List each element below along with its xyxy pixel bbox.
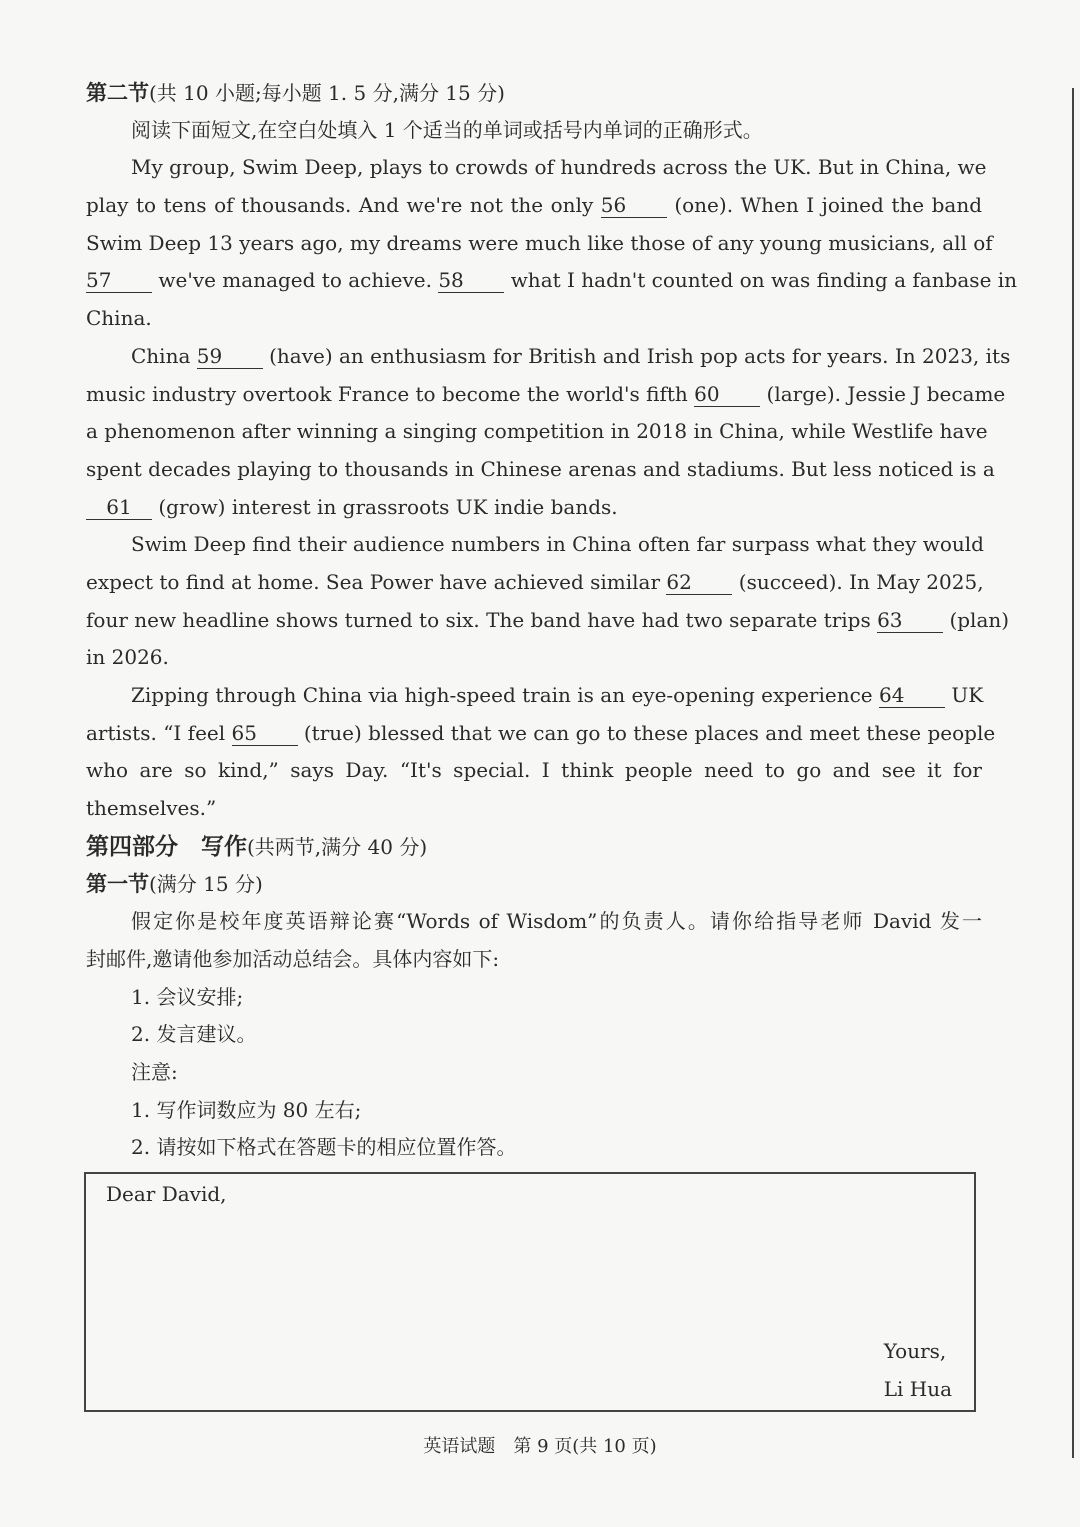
p1-line4-a: we've managed to achieve.: [158, 268, 432, 293]
p4-line3: who are so kind,” says Day. “It's special. I think people need to go and see it for: [86, 758, 982, 783]
letter-signature: Li Hua: [883, 1377, 952, 1401]
section2-title-rest: (共 10 小题;每小题 1. 5 分,满分 15 分): [149, 81, 505, 105]
p2-line2-b: (large). Jessie J became: [766, 381, 1006, 406]
p3-line2-b: (succeed). In May 2025,: [738, 569, 984, 594]
note-2: 2. 请按如下格式在答题卡的相应位置作答。: [131, 1135, 517, 1160]
section2-instruction: 阅读下面短文,在空白处填入 1 个适当的单词或括号内单词的正确形式。: [131, 117, 763, 142]
p2-line2-a: music industry overtook France to become the world's fifth: [86, 381, 688, 406]
p1-line4-b: what I hadn't counted on was finding a fanbase in: [510, 268, 1018, 293]
blank-61[interactable]: 61: [86, 495, 152, 520]
blank-57[interactable]: 57: [86, 268, 152, 293]
section2-title: 第二节: [86, 80, 149, 105]
p4-line2-b: (true) blessed that we can go to these places and meet these people: [303, 720, 996, 745]
prompt-line1: 假定你是校年度英语辩论赛“Words of Wisdom”的负责人。请你给指导老师 David 发一: [131, 909, 982, 934]
p3-line2-a: expect to find at home. Sea Power have achieved similar: [86, 569, 661, 594]
p3-line2: [86, 564, 982, 602]
p3-line1: Swim Deep find their audience numbers in China often far surpass what they would: [131, 532, 984, 557]
p1-line5: China.: [86, 306, 152, 331]
p1-line1: My group, Swim Deep, plays to crowds of hundreds across the UK. But in China, we: [131, 155, 987, 180]
p2-line1-a: China: [131, 343, 191, 368]
content-item-1: 1. 会议安排;: [131, 984, 244, 1009]
p4-line2-a: artists. “I feel: [86, 720, 226, 745]
blank-64[interactable]: 64: [879, 683, 945, 708]
p1-line3: Swim Deep 13 years ago, my dreams were much like those of any young musicians, all of: [86, 230, 993, 255]
blank-63[interactable]: 63: [877, 608, 943, 633]
p3-line3-b: (plan): [949, 607, 1010, 632]
p3-line4: in 2026.: [86, 645, 169, 670]
p4-line1-a: Zipping through China via high-speed train is an eye-opening experience: [131, 683, 873, 707]
letter-answer-box[interactable]: [84, 1172, 976, 1412]
p1-line2-a: play to tens of thousands. And we're not the only: [86, 193, 594, 218]
prompt-line2: 封邮件,邀请他参加活动总结会。具体内容如下:: [86, 946, 500, 971]
blank-62[interactable]: 62: [666, 570, 732, 595]
note-1: 1. 写作词数应为 80 左右;: [131, 1097, 362, 1122]
note-label: 注意:: [131, 1059, 178, 1084]
p2-line5: [86, 489, 982, 527]
p2-line5-b: (grow) interest in grassroots UK indie bands.: [158, 494, 618, 519]
p1-line4: [86, 262, 1018, 300]
part4-title-rest: (共两节,满分 40 分): [247, 834, 428, 859]
page-footer: 英语试题 第 9 页(共 10 页): [423, 1436, 657, 1457]
p4-line1-b: UK: [951, 683, 984, 707]
part4-heading: [86, 828, 982, 866]
section1-title-rest: (满分 15 分): [149, 872, 263, 897]
letter-closing: Yours,: [883, 1339, 947, 1363]
p2-line4: spent decades playing to thousands in Chinese arenas and stadiums. But less noticed is a: [86, 456, 995, 481]
blank-65[interactable]: 65: [232, 721, 298, 746]
blank-59[interactable]: 59: [197, 344, 263, 369]
exam-page: [86, 74, 1018, 1167]
p2-line2: [86, 376, 1006, 414]
p2-line1-b: (have) an enthusiasm for British and Irish pop acts for years. In 2023, its: [269, 343, 1011, 368]
letter-closing-block: [884, 1332, 952, 1408]
p3-line3: [86, 602, 1010, 640]
p1-line2: [86, 187, 982, 225]
p4-line2: [86, 715, 996, 753]
section2-heading: [86, 74, 982, 112]
p4-line1: [86, 677, 982, 715]
blank-58[interactable]: 58: [438, 268, 504, 293]
p4-line4: themselves.”: [86, 796, 217, 821]
section1-title: 第一节: [86, 871, 149, 897]
section1-heading: [86, 865, 982, 903]
p2-line1: [86, 338, 1011, 376]
letter-greeting: Dear David,: [106, 1182, 227, 1206]
part4-title: 第四部分 写作: [86, 832, 247, 860]
blank-56[interactable]: 56: [601, 193, 667, 218]
p2-line3: a phenomenon after winning a singing competition in 2018 in China, while Westlife have: [86, 419, 988, 444]
content-item-2: 2. 发言建议。: [131, 1022, 257, 1047]
p3-line3-a: four new headline shows turned to six. The band have had two separate trips: [86, 607, 871, 632]
p1-line2-b: (one). When I joined the band: [674, 193, 983, 218]
blank-60[interactable]: 60: [694, 382, 760, 407]
page-edge-line: [1072, 88, 1074, 1458]
